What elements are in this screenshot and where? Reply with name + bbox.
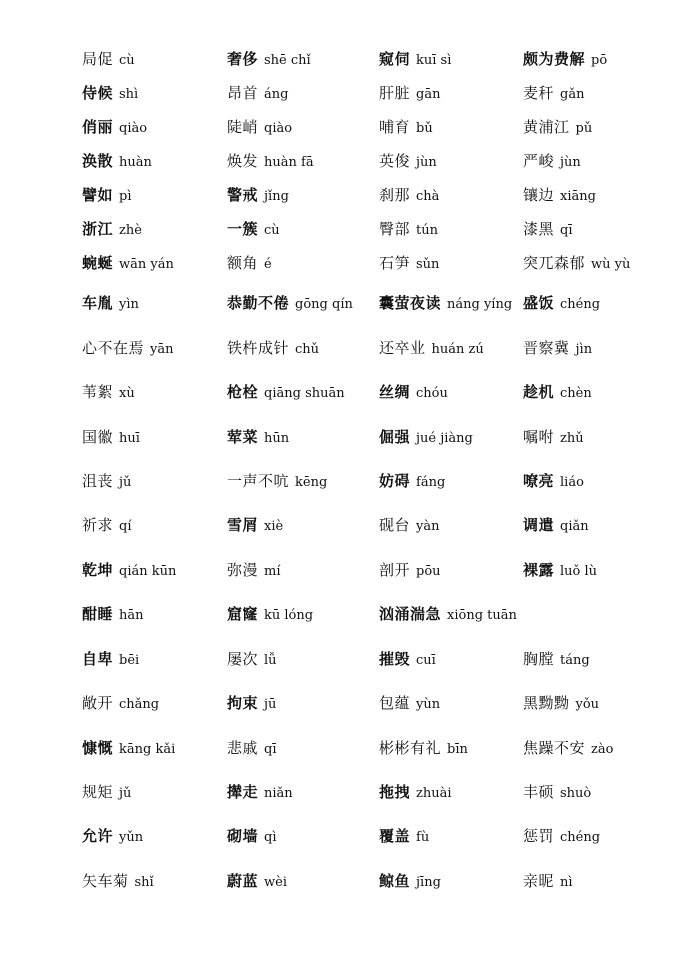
- vocab-word: 昂首: [227, 84, 259, 102]
- vocab-pinyin: huàn fā: [264, 155, 314, 170]
- vocab-word: 丝绸: [379, 383, 411, 401]
- vocab-pinyin: tún: [416, 223, 438, 238]
- vocab-entry: [227, 46, 311, 74]
- vocab-pinyin: xù: [119, 386, 135, 401]
- vocab-entry: [82, 646, 139, 674]
- vocab-pinyin: jū: [264, 697, 277, 712]
- vocab-pinyin: qiào: [119, 121, 148, 136]
- vocab-entry: [523, 216, 573, 244]
- vocab-pinyin: bīn: [447, 742, 468, 757]
- vocab-entry: [379, 335, 484, 363]
- vocab-pinyin: jǔ: [119, 786, 132, 801]
- vocab-word: 丰硕: [523, 783, 555, 801]
- vocab-pinyin: bēi: [119, 653, 140, 668]
- vocab-word: 刹那: [379, 186, 411, 204]
- vocab-word: 焦躁不安: [523, 739, 586, 757]
- vocab-pinyin: huàn: [119, 155, 152, 170]
- vocab-row: [0, 379, 692, 405]
- vocab-entry: [379, 557, 441, 585]
- vocab-pinyin: chéng: [560, 297, 601, 312]
- vocab-pinyin: hūn: [264, 431, 290, 446]
- vocab-row: [0, 601, 692, 627]
- vocab-entry: [379, 779, 452, 807]
- vocab-entry: [227, 335, 319, 363]
- vocab-pinyin: liáo: [560, 475, 584, 490]
- vocab-word: 亲昵: [523, 872, 555, 890]
- vocab-word: 彬彬有礼: [379, 739, 442, 757]
- vocab-pinyin: xiōng tuān: [447, 608, 517, 623]
- vocab-entry: [82, 290, 139, 318]
- vocab-pinyin: yǔn: [119, 830, 144, 845]
- vocab-pinyin: fáng: [416, 475, 446, 490]
- vocab-word: 镶边: [523, 186, 555, 204]
- vocab-row: [0, 335, 692, 361]
- vocab-word: 沮丧: [82, 472, 114, 490]
- vocab-entry: [523, 868, 573, 896]
- vocab-entry: [379, 823, 429, 851]
- vocab-word: 妨碍: [379, 472, 411, 490]
- vocab-entry: [523, 468, 584, 496]
- vocab-entry: [523, 80, 584, 108]
- vocab-word: 哺育: [379, 118, 411, 136]
- vocab-pinyin: jùn: [416, 155, 437, 170]
- vocab-word: 一簇: [227, 220, 259, 238]
- vocab-entry: [227, 182, 289, 210]
- vocab-entry: [82, 735, 175, 763]
- vocab-entry: [227, 468, 327, 496]
- vocab-entry: [379, 148, 437, 176]
- vocab-word: 肝脏: [379, 84, 411, 102]
- vocab-word: 窥伺: [379, 50, 411, 68]
- vocab-pinyin: áng: [264, 87, 289, 102]
- vocab-pinyin: yìn: [119, 297, 139, 312]
- vocab-word: 酣睡: [82, 605, 114, 623]
- vocab-pinyin: chèn: [560, 386, 592, 401]
- vocab-word: 自卑: [82, 650, 114, 668]
- vocab-pinyin: pì: [119, 189, 132, 204]
- vocab-word: 剖开: [379, 561, 411, 579]
- vocab-word: 额角: [227, 254, 259, 272]
- vocab-entry: [379, 601, 517, 629]
- vocab-pinyin: zhǔ: [560, 431, 584, 446]
- vocab-pinyin: gǎn: [560, 87, 585, 102]
- vocab-pinyin: yǒu: [575, 697, 600, 712]
- vocab-row: [0, 80, 692, 106]
- vocab-word: 倔强: [379, 428, 411, 446]
- vocab-pinyin: pō: [591, 53, 608, 68]
- vocab-pinyin: zhuài: [416, 786, 452, 801]
- vocab-entry: [227, 735, 277, 763]
- vocab-word: 严峻: [523, 152, 555, 170]
- vocab-pinyin: chǔ: [295, 342, 320, 357]
- vocab-row: [0, 646, 692, 672]
- vocab-pinyin: pōu: [416, 564, 441, 579]
- vocab-entry: [379, 114, 433, 142]
- vocab-word: 局促: [82, 50, 114, 68]
- vocab-word: 拘束: [227, 694, 259, 712]
- vocab-word: 胸膛: [523, 650, 555, 668]
- vocab-entry: [523, 182, 596, 210]
- vocab-pinyin: náng yíng: [447, 297, 513, 312]
- vocab-row: [0, 823, 692, 849]
- vocab-word: 蜿蜒: [82, 254, 114, 272]
- vocab-pinyin: jǔ: [119, 475, 132, 490]
- vocab-pinyin: huán zú: [431, 342, 484, 357]
- vocab-row: [0, 557, 692, 583]
- vocab-entry: [227, 379, 345, 407]
- vocab-entry: [379, 424, 473, 452]
- vocab-word: 覆盖: [379, 827, 411, 845]
- vocab-word: 雪屑: [227, 516, 259, 534]
- vocab-entry: [523, 690, 599, 718]
- vocab-word: 弥漫: [227, 561, 259, 579]
- vocab-entry: [82, 182, 132, 210]
- vocab-word: 撵走: [227, 783, 259, 801]
- vocab-word: 枪栓: [227, 383, 259, 401]
- vocab-pinyin: shē chǐ: [264, 53, 311, 68]
- vocab-pinyin: xiè: [264, 519, 284, 534]
- vocab-entry: [82, 216, 142, 244]
- vocab-word: 包蕴: [379, 694, 411, 712]
- vocab-word: 囊萤夜读: [379, 294, 442, 312]
- vocab-pinyin: luǒ lù: [560, 564, 598, 579]
- vocab-entry: [379, 468, 445, 496]
- vocab-row: [0, 182, 692, 208]
- vocab-entry: [523, 557, 597, 585]
- vocab-word: 黄浦江: [523, 118, 570, 136]
- vocab-entry: [523, 735, 613, 763]
- vocab-word: 乾坤: [82, 561, 114, 579]
- vocab-pinyin: yùn: [416, 697, 441, 712]
- vocab-pinyin: táng: [560, 653, 590, 668]
- vocab-pinyin: cuī: [416, 653, 436, 668]
- vocab-word: 慷慨: [82, 739, 114, 757]
- vocab-entry: [227, 823, 277, 851]
- vocab-word: 颇为费解: [523, 50, 586, 68]
- vocab-pinyin: chà: [416, 189, 440, 204]
- vocab-entry: [379, 379, 448, 407]
- vocab-word: 规矩: [82, 783, 114, 801]
- vocab-word: 嘹亮: [523, 472, 555, 490]
- vocab-entry: [82, 424, 140, 452]
- vocab-entry: [227, 646, 277, 674]
- vocab-word: 矢车菊: [82, 872, 129, 890]
- vocab-entry: [82, 379, 135, 407]
- vocab-entry: [82, 148, 152, 176]
- vocab-word: 惩罚: [523, 827, 555, 845]
- vocab-row: [0, 779, 692, 805]
- vocab-row: [0, 250, 692, 276]
- vocab-entry: [82, 779, 131, 807]
- vocab-word: 鲸鱼: [379, 872, 411, 890]
- vocab-row: [0, 690, 692, 716]
- vocab-pinyin: wù yù: [591, 257, 631, 272]
- vocab-entry: [523, 779, 591, 807]
- vocab-row: [0, 290, 692, 316]
- vocab-pinyin: xiāng: [560, 189, 596, 204]
- vocab-entry: [227, 601, 313, 629]
- vocab-entry: [227, 512, 283, 540]
- vocab-word: 警戒: [227, 186, 259, 204]
- vocab-word: 还卒业: [379, 339, 426, 357]
- vocab-word: 侍候: [82, 84, 114, 102]
- vocab-entry: [523, 46, 607, 74]
- vocab-word: 铁杵成针: [227, 339, 290, 357]
- vocab-word: 屡次: [227, 650, 259, 668]
- vocab-entry: [523, 512, 589, 540]
- vocab-entry: [379, 182, 439, 210]
- vocab-entry: [523, 335, 592, 363]
- vocab-word: 荤菜: [227, 428, 259, 446]
- vocab-pinyin: kū lóng: [264, 608, 314, 623]
- vocab-entry: [379, 216, 438, 244]
- vocab-pinyin: mí: [264, 564, 281, 579]
- vocab-word: 祈求: [82, 516, 114, 534]
- vocab-entry: [227, 290, 353, 318]
- vocab-entry: [523, 646, 590, 674]
- vocab-entry: [523, 148, 581, 176]
- vocab-word: 窟窿: [227, 605, 259, 623]
- vocab-word: 恭勤不倦: [227, 294, 290, 312]
- vocab-entry: [523, 424, 584, 452]
- vocab-pinyin: zào: [591, 742, 614, 757]
- vocab-entry: [379, 46, 451, 74]
- vocab-pinyin: jǐng: [264, 189, 289, 204]
- vocab-entry: [82, 80, 138, 108]
- vocab-pinyin: cù: [119, 53, 135, 68]
- vocab-word: 浙江: [82, 220, 114, 238]
- vocab-word: 允许: [82, 827, 114, 845]
- vocab-pinyin: lǚ: [264, 653, 277, 668]
- vocab-entry: [227, 80, 288, 108]
- vocab-pinyin: qī: [264, 742, 277, 757]
- vocab-row: [0, 46, 692, 72]
- vocab-pinyin: chǎng: [119, 697, 160, 712]
- vocab-entry: [82, 468, 131, 496]
- vocab-pinyin: jué jiàng: [416, 431, 473, 446]
- vocab-word: 黑黝黝: [523, 694, 570, 712]
- vocab-word: 陡峭: [227, 118, 259, 136]
- vocab-pinyin: gān: [416, 87, 441, 102]
- vocab-pinyin: kāng kǎi: [119, 742, 176, 757]
- vocab-word: 蔚蓝: [227, 872, 259, 890]
- vocab-word: 漆黑: [523, 220, 555, 238]
- vocab-word: 调遣: [523, 516, 555, 534]
- vocab-pinyin: jùn: [560, 155, 581, 170]
- vocab-pinyin: shuò: [560, 786, 592, 801]
- vocab-word: 譬如: [82, 186, 114, 204]
- vocab-entry: [379, 646, 436, 674]
- vocab-entry: [379, 735, 468, 763]
- vocab-word: 焕发: [227, 152, 259, 170]
- vocab-entry: [379, 290, 512, 318]
- vocab-entry: [82, 250, 174, 278]
- vocab-pinyin: é: [264, 257, 272, 272]
- vocab-pinyin: qì: [264, 830, 277, 845]
- vocab-word: 裸露: [523, 561, 555, 579]
- vocab-word: 拖拽: [379, 783, 411, 801]
- vocab-entry: [379, 690, 440, 718]
- vocab-entry: [82, 114, 147, 142]
- vocab-entry: [82, 512, 132, 540]
- vocab-entry: [227, 250, 272, 278]
- vocab-word: 车胤: [82, 294, 114, 312]
- vocab-word: 国徽: [82, 428, 114, 446]
- vocab-pinyin: yān: [150, 342, 174, 357]
- vocab-entry: [82, 823, 143, 851]
- vocab-entry: [227, 868, 287, 896]
- vocab-word: 心不在焉: [82, 339, 145, 357]
- vocab-entry: [227, 114, 292, 142]
- vocab-entry: [227, 148, 314, 176]
- vocab-pinyin: hān: [119, 608, 144, 623]
- vocab-word: 臀部: [379, 220, 411, 238]
- vocab-entry: [379, 868, 441, 896]
- vocab-pinyin: gōng qín: [295, 297, 353, 312]
- vocab-entry: [82, 335, 173, 363]
- vocab-pinyin: qiǎn: [560, 519, 589, 534]
- vocab-entry: [523, 379, 592, 407]
- vocab-word: 奢侈: [227, 50, 259, 68]
- vocab-word: 石笋: [379, 254, 411, 272]
- vocab-word: 苇絮: [82, 383, 114, 401]
- vocab-pinyin: kuī sì: [416, 53, 452, 68]
- vocab-pinyin: bǔ: [416, 121, 433, 136]
- vocab-word: 悲戚: [227, 739, 259, 757]
- vocab-word: 俏丽: [82, 118, 114, 136]
- vocab-word: 英俊: [379, 152, 411, 170]
- vocab-word: 砚台: [379, 516, 411, 534]
- vocab-pinyin: sǔn: [416, 257, 440, 272]
- vocab-word: 嘱咐: [523, 428, 555, 446]
- vocab-pinyin: huī: [119, 431, 140, 446]
- vocab-row: [0, 468, 692, 494]
- vocab-entry: [379, 80, 440, 108]
- vocab-entry: [379, 512, 439, 540]
- vocab-word: 突兀森郁: [523, 254, 586, 272]
- vocab-pinyin: jìn: [575, 342, 593, 357]
- vocab-pinyin: wèi: [264, 875, 287, 890]
- vocab-word: 趁机: [523, 383, 555, 401]
- vocab-pinyin: zhè: [119, 223, 142, 238]
- vocab-row: [0, 424, 692, 450]
- vocab-row: [0, 735, 692, 761]
- vocab-row: [0, 148, 692, 174]
- vocab-entry: [379, 250, 439, 278]
- vocab-pinyin: niǎn: [264, 786, 293, 801]
- vocab-word: 涣散: [82, 152, 114, 170]
- vocab-row: [0, 512, 692, 538]
- vocab-entry: [227, 690, 276, 718]
- vocab-entry: [82, 868, 154, 896]
- vocab-entry: [82, 557, 176, 585]
- vocab-pinyin: chéng: [560, 830, 601, 845]
- vocab-pinyin: qián kūn: [119, 564, 177, 579]
- vocab-pinyin: fù: [416, 830, 430, 845]
- vocab-word: 晋察冀: [523, 339, 570, 357]
- vocab-pinyin: qī: [560, 223, 573, 238]
- vocab-pinyin: qiāng shuān: [264, 386, 345, 401]
- vocab-entry: [523, 823, 600, 851]
- vocab-entry: [227, 779, 293, 807]
- vocab-word: 敞开: [82, 694, 114, 712]
- vocab-row: [0, 114, 692, 140]
- vocab-word: 砌墙: [227, 827, 259, 845]
- vocab-entry: [523, 250, 630, 278]
- vocab-pinyin: wān yán: [119, 257, 174, 272]
- vocab-entry: [227, 557, 281, 585]
- vocab-pinyin: jīng: [416, 875, 441, 890]
- vocab-pinyin: chóu: [416, 386, 448, 401]
- vocab-word: 摧毁: [379, 650, 411, 668]
- vocab-entry: [82, 690, 159, 718]
- vocab-entry: [227, 424, 289, 452]
- vocab-entry: [523, 290, 600, 318]
- vocab-pinyin: qí: [119, 519, 132, 534]
- vocab-pinyin: shì: [119, 87, 139, 102]
- vocab-word: 一声不吭: [227, 472, 290, 490]
- vocab-entry: [227, 216, 280, 244]
- vocab-entry: [82, 601, 144, 629]
- vocab-pinyin: yàn: [416, 519, 440, 534]
- vocab-row: [0, 216, 692, 242]
- vocab-entry: [82, 46, 135, 74]
- vocab-word: 麦秆: [523, 84, 555, 102]
- vocab-pinyin: kēng: [295, 475, 328, 490]
- vocab-word: 汹涌湍急: [379, 605, 442, 623]
- vocab-pinyin: nì: [560, 875, 573, 890]
- vocab-pinyin: qiào: [264, 121, 293, 136]
- vocab-row: [0, 868, 692, 894]
- vocab-entry: [523, 114, 592, 142]
- vocab-pinyin: pǔ: [575, 121, 593, 136]
- vocab-word: 盛饭: [523, 294, 555, 312]
- vocab-pinyin: cù: [264, 223, 280, 238]
- vocab-pinyin: shǐ: [134, 875, 154, 890]
